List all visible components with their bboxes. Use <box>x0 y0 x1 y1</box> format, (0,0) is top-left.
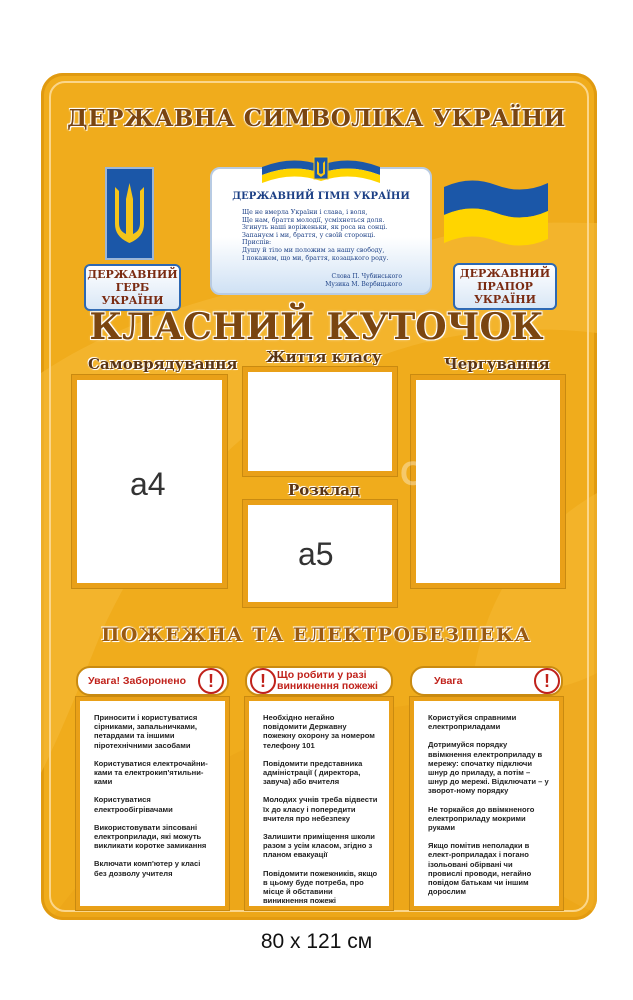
anthem-card <box>210 167 432 295</box>
coat-of-arms-label: ДЕРЖАВНИЙ ГЕРБ УКРАЇНИ <box>84 264 181 311</box>
list-item: Якщо помітив неполадки в елект-роприладах і погано ізольовані обірвані чи провислі проводи, негайно повідом батькам чи іншим дорослим <box>428 841 532 897</box>
card-prohibited-body <box>76 697 229 910</box>
trident-icon <box>107 169 152 258</box>
list-item: Дотримуйся порядку ввімкнення електроприладу в мережу: спочатку підключи шнур до приладу, а потім – шнур до мережі. Відключати – у зворот-ному порядку <box>428 740 549 796</box>
a5-tag: а5 <box>298 536 334 572</box>
schedule-label: Розклад <box>288 481 360 499</box>
list-item: Залишити приміщення школи разом з усім класом, згідно з планом евакуації <box>263 832 375 860</box>
anthem-flag-ribbon <box>262 155 380 189</box>
anthem-credits: Слова П. Чубинського Музика М. Вербицького <box>325 273 402 288</box>
card-attention-body <box>410 697 563 910</box>
list-item: Включати комп'ютер у класі без дозволу учителя <box>94 859 201 878</box>
card-prohibited-list <box>94 713 215 887</box>
coat-of-arms <box>105 167 154 260</box>
list-item: Повідомити пожежників, якщо в цьому буде потреба, про місце й обставини виникнення пожежі <box>263 868 378 906</box>
alert-icon: ! <box>198 668 224 694</box>
list-item: Використовувати зіпсовані електроприлади, які можуть викликати коротке замикання <box>94 822 207 851</box>
flag-icon <box>440 175 555 255</box>
card-fire-body <box>245 697 393 910</box>
list-item: Необхідно негайно повідомити Державну пожежну охорону за номером телефону 101 <box>263 713 375 750</box>
card-fire-header: Що робити у разі виникнення пожежі <box>245 666 393 696</box>
list-item: Користуватися електрочайни-ками та електрокип'ятильни-ками <box>94 758 208 787</box>
list-item: Приносити і користуватися сірниками, запальничками, петардами та іншими піротехнічними засобами <box>94 713 198 750</box>
card-attention-list <box>428 713 549 905</box>
alert-icon: ! <box>534 668 560 694</box>
list-item: Молодих учнів треба відвести їх до класу і попередити вчителя про небезпеку <box>263 795 378 823</box>
list-item: Не торкайся до ввімкненого електроприладу мокрими руками <box>428 804 535 833</box>
watermark-line3: ПІ <box>420 545 446 575</box>
list-item: Повідомити представника адміністрації ( директора, завуча) або вчителя <box>263 758 363 787</box>
header-title: ДЕРЖАВНА СИМВОЛІКА УКРАЇНИ <box>67 105 566 132</box>
card-prohibited-header: Увага! Заборонено <box>76 666 229 696</box>
watermark-line2: ЗРІ <box>420 505 461 535</box>
duty-label: Чергування <box>444 355 550 373</box>
a4-tag: а4 <box>130 466 166 502</box>
list-item: Користуватися електрообігрівачами <box>94 795 173 814</box>
anthem-title: ДЕРЖАВНИЙ ГІМН УКРАЇНИ <box>232 191 410 202</box>
anthem-lyrics: Ще не вмерла України і слава, і воля, Ще нам, браття молодії, усміхнеться доля. Згинуть наші воріженьки, як роса на сонці. Запануєм і ми, браття, у своїй сторонці. Приспів: Душу й тіло ми положим за нашу свободу, І покажем, що ми, браття, козацького роду. <box>242 209 389 262</box>
dimensions-caption: 80 x 121 см <box>260 930 373 953</box>
class-life-label: Життя класу <box>266 348 382 366</box>
watermark-line1: СТЕНДИ <box>400 455 541 493</box>
alert-icon: ! <box>250 668 276 694</box>
card-fire-list <box>263 713 379 914</box>
card-attention-header: Увага <box>410 666 563 696</box>
class-corner-title: КЛАСНИЙ КУТОЧОК <box>89 306 544 348</box>
flag-label: ДЕРЖАВНИЙ ПРАПОР УКРАЇНИ <box>453 263 557 310</box>
fire-safety-title: ПОЖЕЖНА ТА ЕЛЕКТРОБЕЗПЕКА <box>101 624 532 646</box>
class-life-panel <box>243 367 397 476</box>
list-item: Користуйся справними електроприладами <box>428 713 517 732</box>
self-government-label: Самоврядування <box>88 355 238 373</box>
